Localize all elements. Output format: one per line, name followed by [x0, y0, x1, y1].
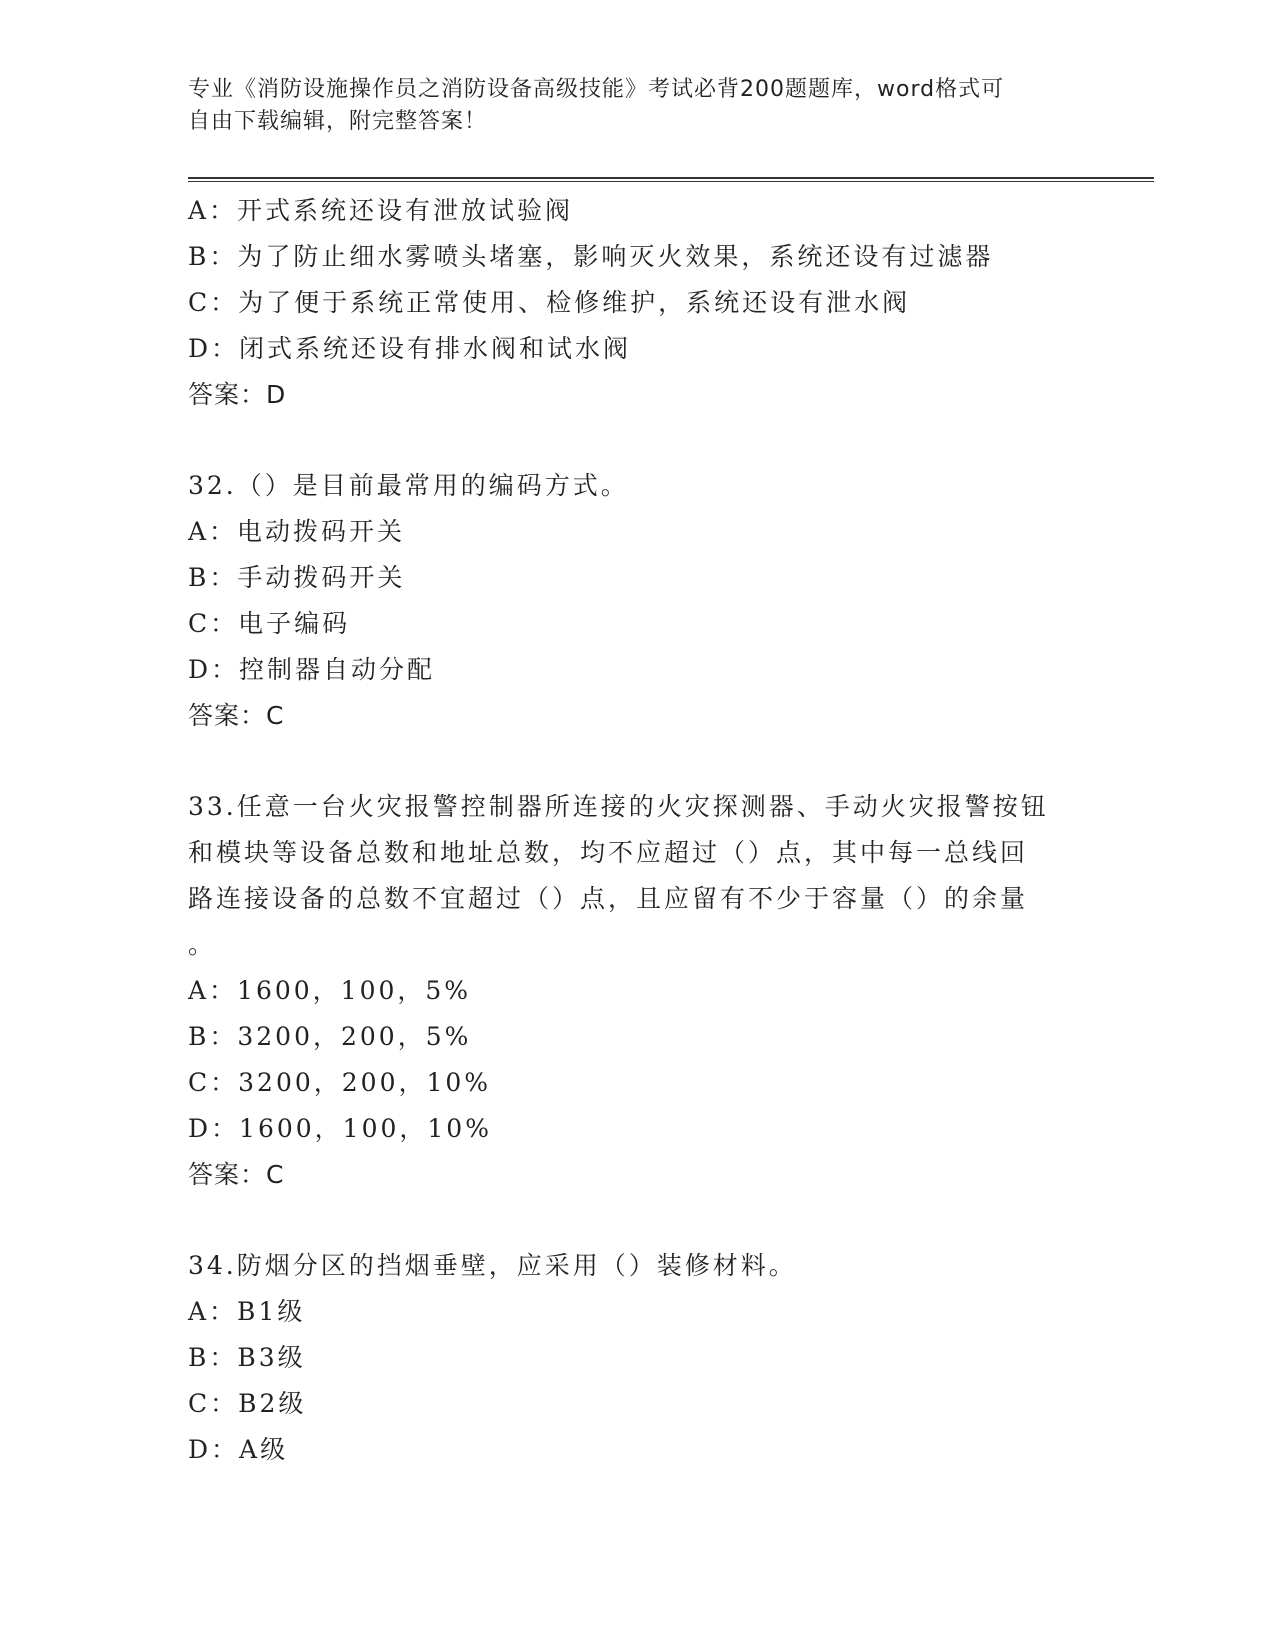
q33-question-line-2: 和模块等设备总数和地址总数，均不应超过（）点，其中每一总线回: [188, 838, 1029, 867]
q32-answer: 答案：C: [188, 701, 285, 730]
q31-option-b: B：为了防止细水雾喷头堵塞，影响灭火效果，系统还设有过滤器: [188, 242, 994, 271]
q33-question-line-1: 33.任意一台火灾报警控制器所连接的火灾探测器、手动火灾报警按钮: [188, 792, 1049, 821]
document-header: [188, 74, 1088, 138]
q33-question-line-4: 。: [188, 930, 217, 959]
header-line-1: 专业《消防设施操作员之消防设备高级技能》考试必背200题题库，word格式可: [188, 77, 1005, 102]
q34-option-b: B：B3级: [188, 1343, 306, 1372]
q32-option-d: D：控制器自动分配: [188, 655, 436, 684]
question-spacer: [188, 418, 1088, 463]
q33-option-d: D：1600，100，10%: [188, 1114, 492, 1143]
question-list: [188, 188, 1088, 1473]
q34-question-text: 34.防烟分区的挡烟垂壁，应采用（）装修材料。: [188, 1251, 797, 1280]
q32-question-text: 32.（）是目前最常用的编码方式。: [188, 471, 629, 500]
question-spacer: [188, 739, 1088, 784]
q32-option-c: C：电子编码: [188, 609, 351, 638]
q33-question-line-3: 路连接设备的总数不宜超过（）点，且应留有不少于容量（）的余量: [188, 884, 1029, 913]
header-divider: [188, 177, 1154, 182]
question-spacer: [188, 1198, 1088, 1243]
q33-option-b: B：3200，200，5%: [188, 1022, 472, 1051]
q34-option-a: A：B1级: [188, 1297, 306, 1326]
question-32: [188, 463, 1088, 739]
q34-option-d: D：A级: [188, 1435, 289, 1464]
q31-option-c: C：为了便于系统正常使用、检修维护，系统还设有泄水阀: [188, 288, 911, 317]
q31-option-d: D：闭式系统还设有排水阀和试水阀: [188, 334, 632, 363]
question-34: [188, 1243, 1088, 1473]
q33-answer: 答案：C: [188, 1160, 285, 1189]
q31-option-a: A：开式系统还设有泄放试验阀: [188, 196, 574, 225]
q34-option-c: C：B2级: [188, 1389, 307, 1418]
q32-option-b: B：手动拨码开关: [188, 563, 406, 592]
question-31: [188, 188, 1088, 418]
q33-option-a: A：1600，100，5%: [188, 976, 472, 1005]
question-33: [188, 784, 1088, 1198]
q31-answer: 答案：D: [188, 380, 287, 409]
q33-option-c: C：3200，200，10%: [188, 1068, 492, 1097]
header-line-2: 自由下载编辑，附完整答案！: [188, 109, 488, 134]
q32-option-a: A：电动拨码开关: [188, 517, 406, 546]
